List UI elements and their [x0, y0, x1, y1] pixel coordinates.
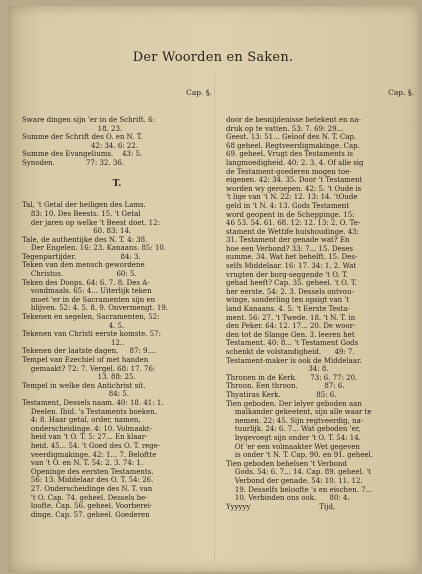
- book-page: [8, 6, 418, 572]
- index-line: druk op te vatten. 53: 7. 69: 29...: [226, 124, 344, 133]
- index-line: [22, 193, 212, 202]
- index-line: den Peker. 64: 12. 17... 20. De woor-: [226, 322, 356, 331]
- index-line: 83: 10. Des Beests. 15. 't Getal: [22, 209, 141, 218]
- index-line: Tekenen van Christi eerste komste. 57:: [22, 330, 161, 339]
- index-line: 27. Onderscheidinge des N. T. van: [22, 484, 153, 493]
- index-line: gehad heeft? Cap. 35. geheel. 't O. T.: [226, 279, 357, 288]
- right-column-head: Cap. §.: [388, 88, 414, 98]
- index-line: vrugten der borg-seggende 't O. T.: [226, 270, 348, 279]
- index-line: 34: 8.: [226, 365, 329, 374]
- index-line: veerdigmakinge. 42: 1... 7. Beloftte: [22, 450, 157, 459]
- index-line: den tot de Slange Gen. 3. leeren het: [226, 330, 355, 339]
- index-line: 18. 23.: [22, 124, 123, 133]
- index-line: schenkt de volstandigheid. 49: 7.: [226, 348, 355, 356]
- index-line: Verbond der genade. 54: 10. 11. 12.: [226, 476, 363, 485]
- index-line: der jaren op welke 't Beest doet. 12:: [22, 218, 160, 227]
- index-line: Tien geboden behelsen 't Verbond: [226, 459, 347, 468]
- index-line: Summe der Schrift des O. en N. T.: [22, 133, 143, 142]
- index-line: 't lige van 't N. 22: 12. 13: 14. 'tOude: [226, 193, 358, 202]
- index-line: langmoedigheid. 40: 2. 3. 4. Of alle sig: [226, 158, 364, 167]
- index-line: hoe een Verbond? 33: 7... 15. Deses: [226, 244, 353, 253]
- index-line: de Testament-goederen mogen toe-: [226, 167, 352, 176]
- index-line: 31. Testament der genade wat? En: [226, 236, 350, 245]
- index-line: Tal, 't Getal der heiligen des Lams.: [22, 201, 146, 210]
- index-line: van 't O. en N. T. 54: 2. 3. 74: 1.: [22, 459, 144, 468]
- index-line: her eerste. 54: 2. 3. Dessels ontvou-: [226, 287, 354, 296]
- index-line: blijven. 52: 4. 5. 8. 9. Onvermengt. 19.: [22, 304, 169, 313]
- index-line: Sware dingen sijn 'er in de Schrift. 6:: [22, 115, 155, 124]
- index-line: bygevoegt sijn onder 't O. T. 54: 14.: [226, 433, 361, 442]
- index-line: heid. 45... 54. 't Goed des O. T. rege-: [22, 441, 161, 450]
- index-line: 42: 34. 6: 22.: [22, 141, 138, 150]
- index-line: Teken van den mensch gewordene: [22, 261, 145, 270]
- index-line: loofte. Cap. 56. geheel. Voorberei-: [22, 502, 153, 511]
- index-line: 84: 5.: [22, 390, 129, 399]
- index-line: dinge. Cap. 57. geheel. Goederen: [22, 510, 150, 519]
- index-line: 46 53. 54. 61. 68. 12: 12. 13: 2. O. Te-: [226, 219, 361, 228]
- index-line: word geopent in de Scheppinge. 15:: [226, 210, 355, 219]
- index-line: Of 'er een volmaakter Wet gegeven: [226, 442, 360, 451]
- index-line: geld in 't N. 4: 13. Gods Testament: [226, 201, 350, 210]
- index-line: land Kanaans. 4. 5. 't Eerste Testa-: [226, 305, 350, 314]
- right-column-lines: [226, 116, 414, 511]
- index-line: 4: 8. Haar getal, order, namen,: [22, 416, 141, 425]
- index-line: Tempel van Ezechiel of met handen: [22, 356, 149, 364]
- index-line: Testament, Dessels naam. 40: 18. 41: 1.: [22, 398, 164, 407]
- index-line: Der Engelen. 16: 23. Kanaans. 85: 10.: [22, 244, 167, 253]
- index-line: Throon. Een throon. 87: 6.: [226, 382, 345, 391]
- running-head: Der Woorden en Saken.: [132, 50, 294, 65]
- index-line: Summe des Evangeliums. 43: 5.: [22, 150, 143, 159]
- index-line: Tale, de authentijke des N. T. 4: 38.: [22, 235, 148, 244]
- column-divider: [214, 72, 215, 562]
- index-line: 12..: [22, 338, 125, 347]
- index-line: Gods. 54: 6. 7... 14. Cap. 89. geheel. 't: [226, 468, 371, 477]
- right-column: [226, 72, 414, 528]
- index-line: 4. 5.: [22, 321, 125, 330]
- index-line: eigenen. 42: 34. 35. Door 't Testament: [226, 176, 363, 185]
- left-column: [22, 72, 212, 536]
- index-line: Openinge des eersten Testaments.: [22, 467, 154, 476]
- index-line: stament de Wettife huishoudinge. 43:: [226, 227, 359, 236]
- index-line: 't O. Cap. 74. geheel. Dessels be-: [22, 493, 148, 502]
- index-line: tuurlijk. 24: 6. 7... Wat geboden 'er,: [226, 425, 361, 434]
- left-column-head: Cap. §.: [186, 88, 212, 98]
- left-column-lines: [22, 116, 212, 519]
- index-line: Tegenpartijder. 84: 3.: [22, 252, 141, 261]
- index-line: ment. 56: 27. 't Twede. 18. 't N. T. in: [226, 313, 356, 322]
- index-line: 10. Verbinden ons ook. 80: 4.: [226, 494, 350, 503]
- index-line: Deelen. Ibid. 's Testaments boeken.: [22, 407, 158, 416]
- index-line: Thyatiras Kerk. 85: 6.: [226, 390, 337, 399]
- index-line: malkander gekeetent, sijn alle waar te: [226, 408, 372, 417]
- index-line: Christus. 60: 5.: [22, 270, 137, 279]
- index-line: Tekenen der laatste dagen. 87: 9....: [22, 347, 157, 356]
- index-line: vondmaals. 65: 4... Uiterlijk teken: [22, 287, 152, 296]
- index-line: selfs Middelaar. 16: 17. 34: 1. 2. Wat: [226, 262, 357, 271]
- index-line: [22, 168, 212, 177]
- index-line: Tempel in welke den Antichrist sit.: [22, 381, 146, 390]
- index-line: onderscheidinge. 4: 10. Volmaakt-: [22, 424, 152, 433]
- index-line: Tien geboden. Der lelyer geboden aan: [226, 399, 362, 408]
- index-line: Thronen in de Kerk. 73: 6. 77: 20.: [226, 373, 358, 382]
- index-line: summe. 34. Wat het behelft. 15. Des-: [226, 253, 358, 262]
- index-line: Teken des Doops. 64: 6. 7. 8. Des A-: [22, 278, 150, 287]
- index-line: nemen. 22: 45. Sijn regtveerdig, na-: [226, 416, 364, 425]
- index-line: Testament. 40: 8... 't Testament Gods: [226, 339, 359, 348]
- index-line: Tekenen en segelen, Sacramenten, 52:: [22, 313, 160, 322]
- index-line: 69. geheel. Vrugt des Testaments is: [226, 150, 353, 159]
- index-line: 60. 83: 14.: [22, 227, 132, 236]
- index-line: 19. Desselfs beloofte 's en eischen. 7...: [226, 485, 373, 494]
- index-line: 56: 13. Middelaar des O. T. 54: 26.: [22, 476, 154, 485]
- index-line: heid van 't O. T. 5: 27... En klaar-: [22, 433, 148, 442]
- index-line: moet 'er in de Sacramenten sijn en: [22, 295, 156, 304]
- index-line: winge, sonderling ten opsigt van 't: [226, 296, 350, 305]
- index-line: Yyyyyy Tijd,: [226, 502, 336, 511]
- index-line: worden wy geroepen. 42: 5. 't Oude is: [226, 184, 362, 193]
- index-line: 68 geheel. Regtveerdigmakinge. Cap.: [226, 141, 360, 150]
- index-line: is onder 't N. T. Cap. 90. en 91. geheel.: [226, 451, 373, 460]
- index-line: Testament-maker is ook de Middelaar.: [226, 356, 362, 365]
- index-line: gemaakt? 72: 7. Vergel. 68: 17. 76:: [22, 364, 156, 373]
- index-line: Geest. 13: 51... Geloof des N. T. Cap.: [226, 133, 357, 142]
- index-line: Synoden. 77: 32. 36.: [22, 158, 124, 167]
- index-line: 13. 88: 25.: [22, 373, 136, 382]
- section-letter: T.: [112, 179, 122, 190]
- index-line: door de besnijdenisse betekent en na-: [226, 115, 361, 124]
